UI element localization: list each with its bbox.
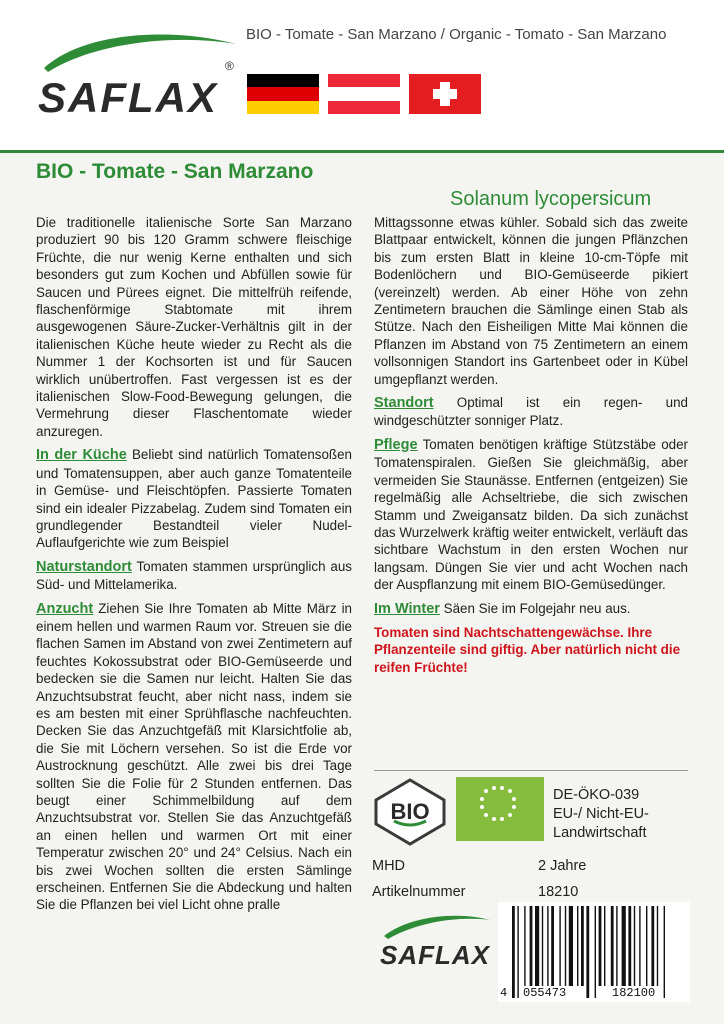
saflax-logo (36, 30, 241, 122)
left-column (36, 214, 352, 920)
ch-flag-icon (409, 74, 481, 114)
pflege-text: Tomaten benötigen kräftige Stützstäbe oder Tomatenspiralen. Gießen Sie gleichmäßig, aber vermeiden Sie Staunässe. Entfernen (entgeizen) Sie regelmäßig alle Achseltriebe, die sich zwischen Stamm und Zweigansatz bilden. Da sich zunächst das Wurzelwerk kräftig weiter entwickelt, verläuft das sichtbare Wachstum in den ersten Wochen nur langsam. Düngen Sie vier und acht Wochen nach der Auspflanzung mit einem BIO-Gemüsedünger. (374, 436, 688, 593)
page-title: BIO - Tomate - San Marzano (36, 160, 314, 183)
saflax-logo-small (378, 912, 496, 972)
kueche-section (36, 446, 352, 551)
barcode-digit-prefix: 4 (500, 986, 508, 1000)
top-title: BIO - Tomate - San Marzano / Organic - Tomato - San Marzano (246, 26, 667, 43)
kueche-heading: In der Küche (36, 447, 127, 464)
warning-text: Tomaten sind Nachtschattengewächse. Ihre Pflanzenteile sind giftig. Aber natürlich nicht die reifen Früchte! (374, 624, 681, 675)
logo-text: SAFLAX (38, 74, 218, 121)
standort-text: Optimal ist ein regen- und windgeschützter sonniger Platz. (374, 395, 688, 429)
barcode-digits-right: 182100 (612, 986, 656, 1000)
cert-code: DE-ÖKO-039 EU-/ Nicht-EU- Landwirtschaft (553, 787, 649, 841)
anzucht-section (36, 600, 352, 914)
natur-section (36, 558, 352, 594)
winter-section (374, 600, 688, 618)
pflege-section (374, 436, 688, 594)
at-flag-icon (328, 74, 400, 114)
right-column (374, 214, 688, 682)
barcode-digits-left: 055473 (523, 986, 567, 1000)
natur-heading: Naturstandort (36, 558, 132, 575)
winter-heading: Im Winter (374, 600, 440, 617)
mhd-label: MHD (372, 858, 406, 874)
header-divider (0, 150, 724, 153)
bio-seal-icon (372, 777, 448, 847)
cert-divider (374, 770, 688, 771)
bio-seal-label: BIO (390, 799, 430, 824)
standort-heading: Standort (374, 395, 434, 412)
article-number-label: Artikelnummer (372, 884, 466, 900)
svg-text:®: ® (225, 59, 234, 73)
svg-text:SAFLAX: SAFLAX (380, 940, 490, 970)
natur-text: Tomaten stammen ursprünglich aus Süd- und Mittelamerika. (36, 558, 352, 593)
kueche-text: Beliebt sind natürlich Tomatensoßen und Tomatensuppen, aber auch ganze Tomatenteile in Gemüse- und Fleischtöpfen. Passierte Tomaten sind ein idealer Pizzabelag. Zudem sind Tomaten ein grundlegender Bestandteil vieler Nudel-Auflaufgerichte wie zum Beispiel (36, 447, 352, 551)
pflege-heading: Pflege (374, 436, 418, 453)
winter-text: Säen Sie im Folgejahr neu aus. (443, 600, 631, 616)
de-flag-icon (247, 74, 319, 114)
anzucht-continued: Mittagssonne etwas kühler. Sobald sich das zweite Blattpaar entwickelt, können die jungen Pflänzchen bis zum ersten Blatt in kleine 10-cm-Töpfe mit Bodenlöchern und BIO-Gemüseerde pikiert (vereinzelt) werden. Ab einer Höhe von zehn Zentimetern brauchen die Sämlinge einen Stab als Stütze. Nach den Eisheiligen Mitte Mai können die Pflanzen im Abstand von 75 Zentimetern an einem vollsonnigen Standort ins Gartenbeet oder in Kübel umgepflanzt werden. (374, 215, 688, 387)
anzucht-text: Ziehen Sie Ihre Tomaten ab Mitte März in einem hellen und warmen Raum vor. Streuen sie die flachen Samen im Abstand von zwei Zentimetern auf feuchtes Kokossubstrat oder BIO-Gemüseerde und bedecken sie die Samen nur leicht. Halten Sie das Anzuchtsubstrat feucht, aber nicht nass, indem sie es am besten mit einer Sprühflasche nachfeuchten. Decken Sie das Anzuchtgefäß mit Klarsichtfolie ab, die Sie mit Löchern versehen. So ist die Erde vor Austrocknung geschützt. Alle zwei bis drei Tage sollten Sie die Folie für 2 Stunden entfernen. Das beugt einer Schimmelbildung auf dem Anzuchtsubstrat vor. Stellen Sie das Anzuchtgefäß an einen hellen und warmen Ort mit einer Temperatur zwischen 20° und 24° Celsius. Nach ein bis zwei Wochen sollten die ersten Sämlinge erscheinen. Entfernen Sie die Abdeckung und halten Sie die Pflanzen bei viel Licht ohne pralle (36, 600, 352, 913)
article-number-value: 18210 (538, 884, 579, 900)
standort-section (374, 394, 688, 430)
latin-name: Solanum lycopersicum (450, 188, 652, 210)
mhd-value: 2 Jahre (538, 858, 587, 874)
anzucht-heading: Anzucht (36, 600, 94, 617)
intro-text: Die traditionelle italienische Sorte San Marzano produziert 90 bis 120 Gramm schwere fleischige Früchte, die nur wenig Kerne enthalten und sich besonders gut zum Kochen und Abfüllen sowie für Saucen und Pürees eignet. Die mittelfrüh reifende, flaschenförmige Stabtomate mit ihrem ausgewogenen Säure-Zucker-Verhältnis gilt in der italienischen Küche heute wieder zu Recht als die Nummer 1 der Kochsorten ist und für Saucen wirklich unübertroffen. Fast vergessen ist es der italienischen Slow-Food-Bewegung gelungen, die Vermehrung dieser Flaschentomate wieder anzuregen. (36, 215, 352, 439)
eu-organic-leaf-icon (456, 777, 544, 841)
